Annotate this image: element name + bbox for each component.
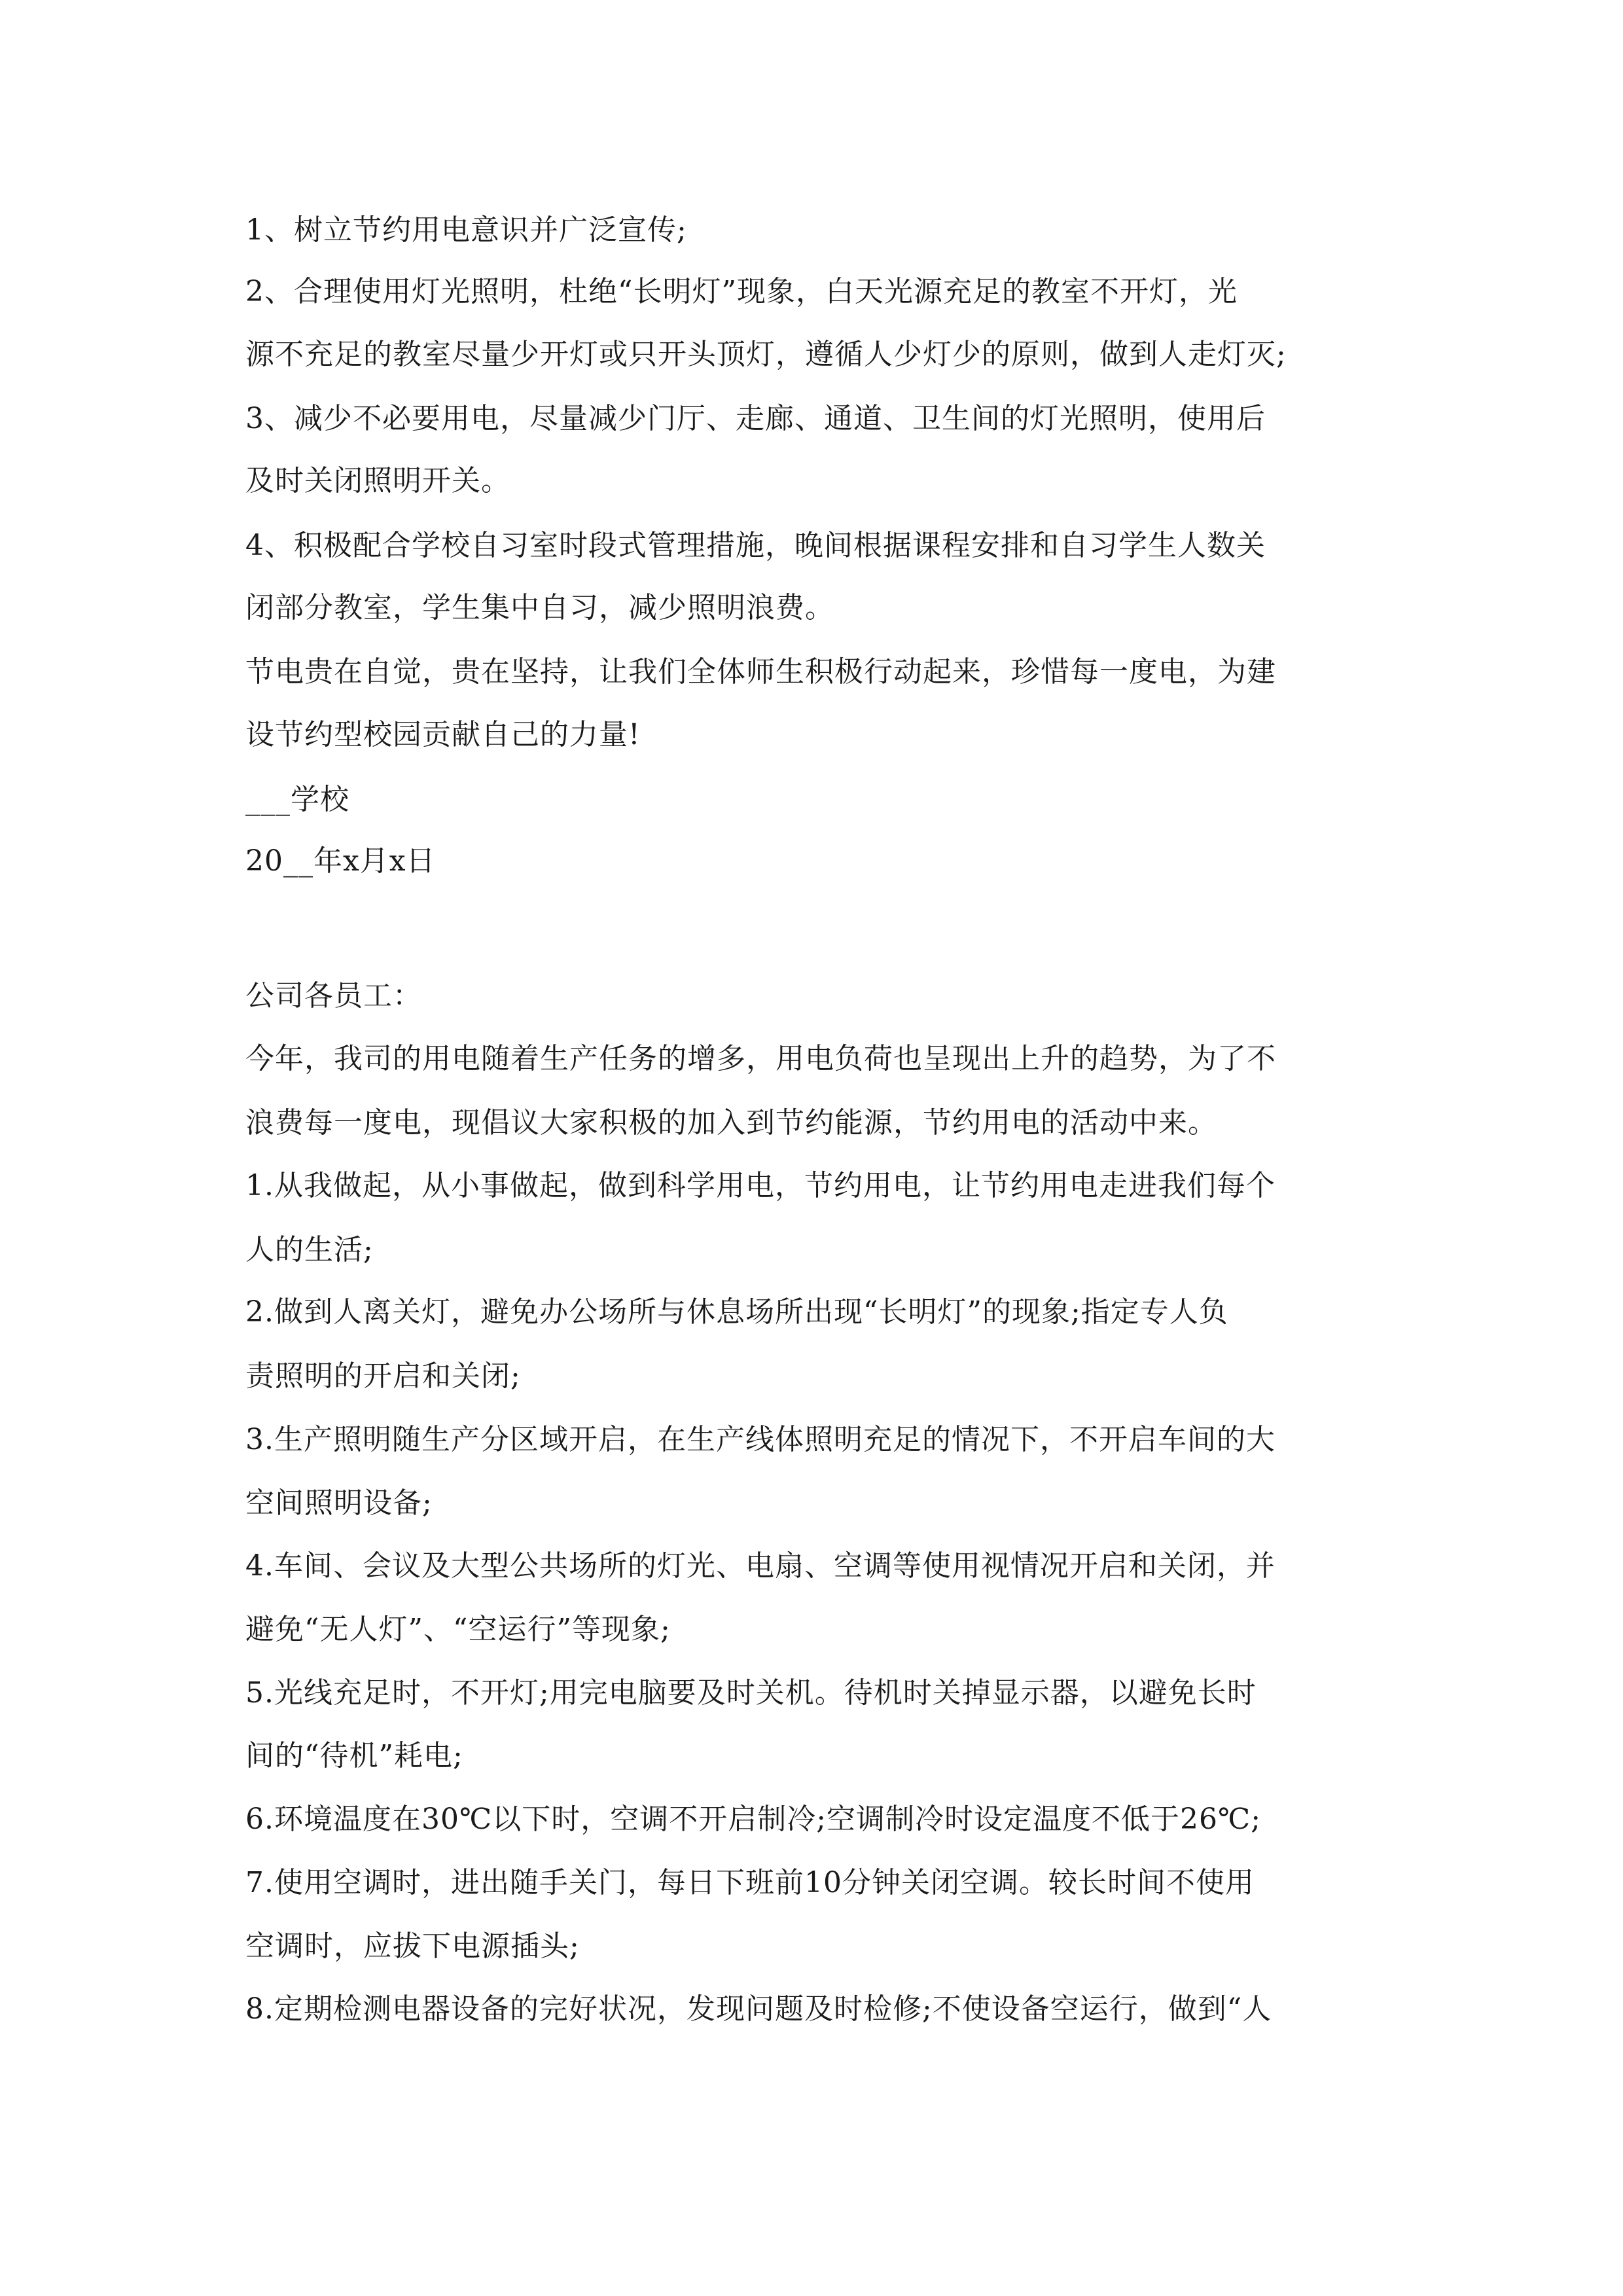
section1-line-7: 闭部分教室，学生集中自习，减少照明浪费。 bbox=[245, 591, 834, 624]
section1-line-2: 2、合理使用灯光照明，杜绝“长明灯”现象，白天光源充足的教室不开灯，光 bbox=[245, 275, 1238, 308]
section2-item-4-cont: 避免“无人灯”、“空运行”等现象; bbox=[245, 1613, 671, 1646]
section2-item-2: 2.做到人离关灯，避免办公场所与休息场所出现“长明灯”的现象;指定专人负 bbox=[245, 1295, 1228, 1329]
section2-item-5: 5.光线充足时，不开灯;用完电脑要及时关机。待机时关掉显示器，以避免长时 bbox=[245, 1676, 1257, 1710]
section2-item-1-cont: 人的生活; bbox=[245, 1233, 374, 1266]
section1-line-5: 及时关闭照明开关。 bbox=[245, 464, 510, 497]
section2-item-2-cont: 责照明的开启和关闭; bbox=[245, 1359, 521, 1393]
section1-line-8: 节电贵在自觉，贵在坚持，让我们全体师生积极行动起来，珍惜每一度电，为建 bbox=[245, 655, 1276, 689]
section2-item-6: 6.环境温度在30℃以下时，空调不开启制冷;空调制冷时设定温度不低于26℃; bbox=[245, 1803, 1262, 1836]
section2-item-1: 1.从我做起，从小事做起，做到科学用电，节约用电，让节约用电走进我们每个 bbox=[245, 1169, 1275, 1202]
section1-line-9: 设节约型校园贡献自己的力量! bbox=[245, 718, 641, 751]
section1-line-3: 源不充足的教室尽量少开灯或只开头顶灯，遵循人少灯少的原则，做到人走灯灭; bbox=[245, 338, 1287, 371]
section1-line-6: 4、积极配合学校自习室时段式管理措施，晚间根据课程安排和自习学生人数关 bbox=[245, 529, 1266, 562]
section2-item-3-cont: 空间照明设备; bbox=[245, 1486, 433, 1520]
section2-item-7-cont: 空调时，应拔下电源插头; bbox=[245, 1929, 580, 1963]
section1-line-4: 3、减少不必要用电，尽量减少门厅、走廊、通道、卫生间的灯光照明，使用后 bbox=[245, 402, 1266, 435]
signature-date: 20__年x月x日 bbox=[245, 844, 436, 878]
section2-item-5-cont: 间的“待机”耗电; bbox=[245, 1739, 463, 1772]
section2-item-3: 3.生产照明随生产分区域开启，在生产线体照明充足的情况下，不开启车间的大 bbox=[245, 1423, 1275, 1456]
section2-salutation: 公司各员工： bbox=[245, 979, 422, 1013]
section2-item-4: 4.车间、会议及大型公共场所的灯光、电扇、空调等使用视情况开启和关闭，并 bbox=[245, 1549, 1275, 1583]
signature-school: ___学校 bbox=[245, 783, 349, 816]
section2-line-2: 浪费每一度电，现倡议大家积极的加入到节约能源，节约用电的活动中来。 bbox=[245, 1106, 1217, 1139]
section2-line-1: 今年，我司的用电随着生产任务的增多，用电负荷也呈现出上升的趋势，为了不 bbox=[245, 1042, 1276, 1075]
section2-item-7: 7.使用空调时，进出随手关门，每日下班前10分钟关闭空调。较长时间不使用 bbox=[245, 1866, 1255, 1899]
section2-item-8: 8.定期检测电器设备的完好状况，发现问题及时检修;不使设备空运行，做到“人 bbox=[245, 1992, 1272, 2026]
section1-line-1: 1、树立节约用电意识并广泛宣传; bbox=[245, 213, 687, 247]
